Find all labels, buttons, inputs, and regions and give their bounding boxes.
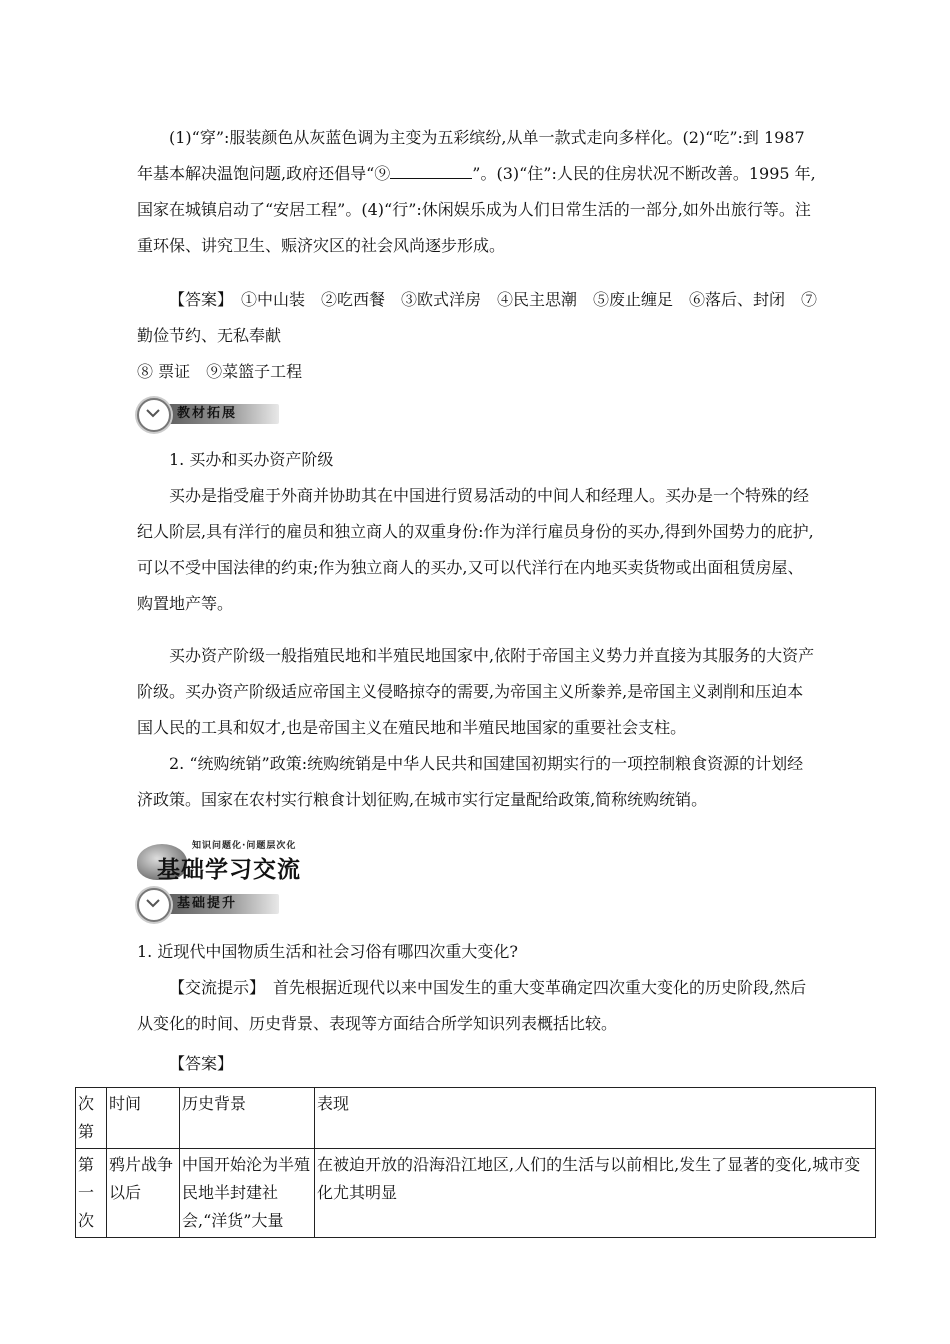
paragraph-life-changes-part2: ”。(3)“住”:人民的住房状况不断改善。1995 年,国家在城镇启动了“安居工程”。(4)“行”:休闲娱乐成为人们日常生活的一部分,如外出旅行等。注重环保、讲究卫生、赈济灾区的社会风尚逐步形成。: [137, 164, 816, 255]
answer-2-label: 【答案】: [169, 1054, 234, 1073]
table-header-cell: 历史背景: [180, 1088, 315, 1149]
table-cell: 第一次: [76, 1149, 107, 1238]
chevron-down-icon: [137, 398, 171, 432]
banner-title: 基础学习交流: [157, 857, 301, 883]
section-banner-basic-learning: [137, 838, 337, 882]
hint-paragraph: 【交流提示】 首先根据近现代以来中国发生的重大变革确定四次重大变化的历史阶段,然后从变化的时间、历史背景、表现等方面结合所学知识列表概括比较。: [137, 978, 807, 1033]
section-banner-textbook-extension: [137, 398, 277, 432]
table-header-row: [76, 1088, 876, 1149]
answer-1: 【答案】 ①中山装 ②吃西餐 ③欧式洋房 ④民主思潮 ⑤废止缠足 ⑥落后、封闭 ⑦勤俭节约、无私奉献: [137, 290, 818, 345]
answer-1-continued: ⑧ 票证 ⑨菜篮子工程: [137, 362, 303, 381]
table-header-cell: 时间: [107, 1088, 180, 1149]
question-1: 1. 近现代中国物质生活和社会习俗有哪四次重大变化?: [137, 942, 518, 961]
item-1-paragraph-1: 买办是指受雇于外商并协助其在中国进行贸易活动的中间人和经理人。买办是一个特殊的经纪人阶层,具有洋行的雇员和独立商人的双重身份:作为洋行雇员身份的买办,得到外国势力的庇护,可以不受中国法律的约束;作为独立商人的买办,又可以代洋行在内地买卖货物或出面租赁房屋、购置地产等。: [137, 486, 814, 613]
table-row: [76, 1149, 876, 1238]
table-cell: 中国开始沦为半殖民地半封建社会,“洋货”大量: [180, 1149, 315, 1238]
item-2-paragraph: 2. “统购统销”政策:统购统销是中华人民共和国建国初期实行的一项控制粮食资源的计划经济政策。国家在农村实行粮食计划征购,在城市实行定量配给政策,简称统购统销。: [137, 754, 804, 809]
paragraph-life-changes-part1: (1)“穿”:服装颜色从灰蓝色调为主变为五彩缤纷,从单一款式走向多样化。(2)“吃”:到 1987 年基本解决温饱问题,政府还倡导“⑨: [137, 128, 805, 183]
fill-blank-9: [390, 164, 472, 179]
item-1-paragraph-2: 买办资产阶级一般指殖民地和半殖民地国家中,依附于帝国主义势力并直接为其服务的大资产阶级。买办资产阶级适应帝国主义侵略掠夺的需要,为帝国主义所豢养,是帝国主义剥削和压迫本国人民的工具和奴才,也是帝国主义在殖民地和半殖民地国家的重要社会支柱。: [137, 646, 815, 737]
answer-table: [75, 1087, 876, 1238]
table-cell: 在被迫开放的沿海沿江地区,人们的生活与以前相比,发生了显著的变化,城市变化尤其明显: [315, 1149, 876, 1238]
item-1-title: 1. 买办和买办资产阶级: [169, 450, 334, 469]
paragraph-life-changes: [137, 120, 817, 264]
section-label: 基础提升: [177, 896, 238, 911]
section-banner-basic-improvement: [137, 888, 277, 922]
table-header-cell: 表现: [315, 1088, 876, 1149]
section-label: 教材拓展: [177, 406, 238, 421]
table-header-cell: 次第: [76, 1088, 107, 1149]
table-cell: 鸦片战争以后: [107, 1149, 180, 1238]
chevron-down-icon: [137, 888, 171, 922]
banner-subtitle: 知识问题化·问题层次化: [192, 841, 297, 851]
